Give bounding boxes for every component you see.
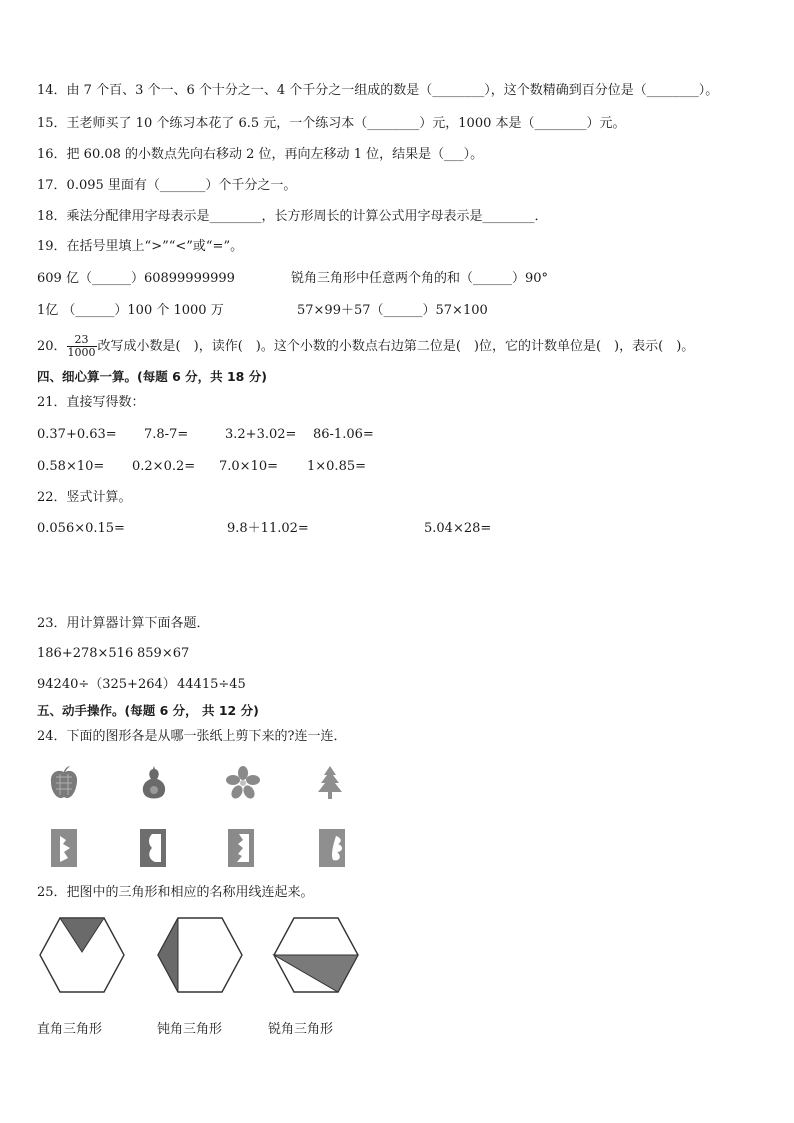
paper-cutout-icon: [50, 828, 80, 868]
tree-shape-icon: [316, 765, 344, 801]
question-24: 24．下面的图形各是从哪一张纸上剪下来的?连一连．: [37, 729, 347, 744]
section-5-heading: 五、动手操作。(每题 6 分， 共 12 分): [37, 703, 259, 718]
q21-item: 0.37+0.63=: [37, 427, 117, 442]
q21-item: 86-1.06=: [313, 427, 374, 442]
fraction-numerator: 23: [67, 334, 97, 347]
question-15: 15．王老师买了 10 个练习本花了 6.5 元，一个练习本（________）元，1000 本是（________）元。: [37, 116, 626, 131]
q21-item: 7.0×10=: [219, 459, 279, 474]
hexagon-obtuse-triangle-figure: [156, 915, 244, 995]
q21-item: 0.58×10=: [37, 459, 105, 474]
fraction-denominator: 1000: [67, 346, 96, 359]
q22-item: 0.056×0.15=: [37, 521, 125, 536]
question-22: 22．竖式计算。: [37, 490, 132, 505]
hexagon-right-triangle-figure: [38, 915, 126, 995]
label-right-triangle: 直角三角形: [37, 1022, 103, 1037]
q23-item: 859×67: [137, 646, 190, 661]
q21-item: 7.8-7=: [144, 427, 189, 442]
question-20: [37, 332, 694, 362]
apple-shape-icon: [50, 765, 78, 801]
q23-item: 94240÷（325+264）: [37, 677, 176, 692]
question-19: 19．在括号里填上“>”“<”或“=”。: [37, 239, 244, 254]
q23-item: 44415÷45: [177, 677, 246, 692]
q23-item: 186+278×516: [37, 646, 134, 661]
question-21: 21．直接写得数：: [37, 395, 145, 410]
paper-cutout-icon: [227, 828, 257, 868]
label-acute-triangle: 锐角三角形: [268, 1022, 334, 1037]
question-23: 23．用计算器计算下面各题．: [37, 616, 210, 631]
q21-item: 3.2+3.02=: [225, 427, 297, 442]
fraction: [67, 334, 97, 359]
question-18: 18．乘法分配律用字母表示是________，长方形周长的计算公式用字母表示是________．: [37, 209, 548, 224]
question-19-c: 1亿 （______）100 个 1000 万: [37, 303, 224, 318]
paper-cutout-icon: [318, 828, 348, 868]
question-17: 17．0.095 里面有（_______）个千分之一。: [37, 178, 297, 193]
question-20-number: 20．: [37, 339, 67, 354]
question-20-text: 改写成小数是( )，读作( )。这个小数的小数点右边第二位是( )位，它的计数单位是( )，表示( )。: [97, 339, 695, 354]
label-obtuse-triangle: 钝角三角形: [157, 1022, 223, 1037]
q22-item: 5.04×28=: [424, 521, 492, 536]
question-19-a: 609 亿（______）60899999999: [37, 271, 235, 286]
q21-item: 0.2×0.2=: [132, 459, 196, 474]
q21-item: 1×0.85=: [307, 459, 367, 474]
question-19-d: 57×99＋57（______）57×100: [297, 303, 488, 318]
question-16: 16．把 60.08 的小数点先向右移动 2 位，再向左移动 1 位，结果是（___）。: [37, 147, 484, 162]
question-14: 14．由 7 个百、3 个一、6 个十分之一、4 个千分之一组成的数是（________），这个数精确到百分位是（________）。: [37, 83, 719, 98]
hexagon-acute-triangle-figure: [272, 915, 360, 995]
section-4-heading: 四、细心算一算。(每题 6 分，共 18 分): [37, 369, 267, 384]
flower-shape-icon: [226, 766, 260, 800]
question-19-b: 锐角三角形中任意两个角的和（______）90°: [291, 271, 549, 286]
gourd-shape-icon: [140, 765, 168, 801]
question-25: 25．把图中的三角形和相应的名称用线连起来。: [37, 885, 314, 900]
paper-cutout-icon: [139, 828, 169, 868]
q22-item: 9.8＋11.02=: [227, 521, 309, 536]
